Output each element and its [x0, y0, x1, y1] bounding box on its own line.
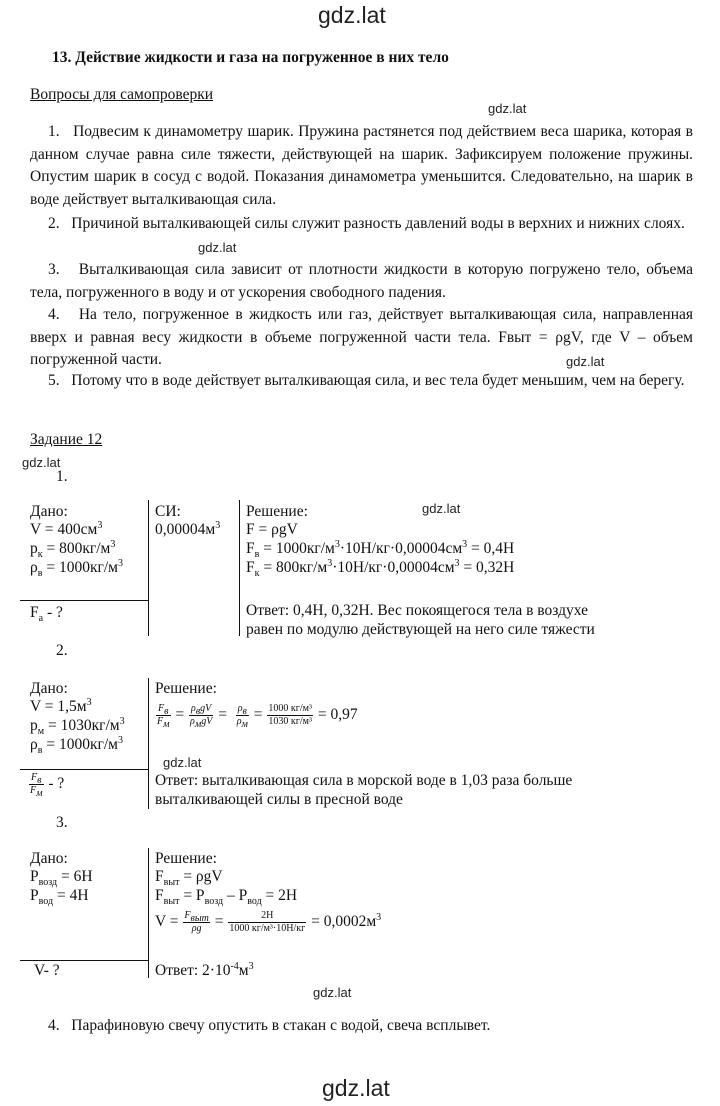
divider	[20, 960, 148, 961]
si-value: $0,00004м^3$	[155, 519, 221, 538]
task2-number: 2.	[56, 642, 68, 659]
given-weight-water: $P_{вод} = 4Н$	[30, 887, 89, 908]
solution-ratio: $\frac{F_в}{F_м}$ = $\frac{\rho_вgV}{\rho_мgV}$ = $\frac{\rho_в}{\rho_м}$ = $\frac{\text{1000 кг/м³}}{\text{1030 кг/м³}}$ = 0,97	[157, 703, 358, 730]
answer-1: 1. Подвесим к динамометру шарик. Пружина растянется под действием веса шарика, которая в данном случае равна силе тяжести, действующей на шарик. Зафиксируем положение пружины. Опустим шарик в сосуд с водой. Показания динамометра уменьшится. Следовательно, на шарик в воде действует выталкивающая сила.	[30, 123, 693, 208]
solution-volume: V = $\frac{F_{выт}}{\rho g}$ = $\frac{2Н}{\text{1000 кг/м³·10Н/кг}}$ = $0,0002м^3$	[155, 910, 382, 934]
divider	[20, 769, 148, 770]
watermark: gdz.lat	[22, 455, 61, 470]
given-volume: $V = 1,5м^3$	[30, 696, 92, 715]
answer-2: 2. Причиной выталкивающей силы служит разность давлений воды в верхних и нижних слоях.	[48, 215, 685, 232]
answer-4: 4. На тело, погруженное в жидкость или газ, действует выталкивающая сила, направленная вверх и равная весу жидкости в объеме погруженной части тела. Fвыт = ρgV, где V – объем погруженной части.	[30, 306, 693, 368]
task1-number: 1.	[56, 468, 68, 485]
divider	[148, 500, 149, 636]
given-label: Дано:	[30, 850, 68, 867]
task-heading: Задание 12	[30, 431, 103, 448]
divider	[239, 500, 240, 636]
given-label: Дано:	[30, 503, 68, 520]
given-density-water: $\rho_в = 1000кг/м^3$	[30, 557, 123, 580]
answer-5: 5. Потому что в воде действует выталкивающая сила, и вес тела будет меньшим, чем на берегу.	[48, 372, 685, 389]
given-density-sea: $p_м = 1030кг/м^3$	[30, 715, 125, 738]
watermark: gdz.lat	[313, 985, 352, 1000]
given-label: Дано:	[30, 680, 68, 697]
divider	[148, 678, 149, 809]
divider	[20, 600, 148, 601]
watermark: gdz.lat	[422, 501, 461, 516]
answer-line: выталкивающей силы в пресной воде	[155, 791, 403, 808]
solution-label: Решение:	[155, 680, 217, 697]
given-volume: $V = 400см^3$	[30, 519, 103, 538]
task3-number: 3.	[56, 814, 68, 831]
solution-label: Решение:	[246, 503, 308, 520]
answer-line: Ответ: выталкивающая сила в морской воде в 1,03 раза больше	[155, 772, 573, 789]
solution-fk: $F_к = 800кг/м^3\cdot 10Н/кг\cdot 0,00004см^3 = 0,32Н$	[246, 557, 515, 580]
watermark: gdz.lat	[566, 354, 605, 369]
answer-line: Ответ: $2\cdot 10^{-4}м^3$	[155, 960, 254, 979]
watermark: gdz.lat	[198, 240, 237, 255]
given-weight-air: $P_{возд} = 6Н$	[30, 868, 93, 889]
find: V- ?	[34, 962, 60, 979]
answer-line: Ответ: 0,4Н, 0,32Н. Вес покоящегося тела в воздухе	[246, 602, 588, 619]
task4: 4. Парафиновую свечу опустить в стакан с водой, свеча всплывет.	[48, 1017, 491, 1034]
divider	[148, 848, 149, 978]
section-title: 13. Действие жидкости и газа на погруженное в них тело	[52, 49, 449, 66]
answer-line: равен по модулю действующей на него силе тяжести	[246, 621, 595, 638]
solution-label: Решение:	[155, 850, 217, 867]
solution-formula: $F_{выт} = \rho gV$	[155, 868, 223, 889]
solution-fv: $F_в = 1000кг/м^3\cdot 10Н/кг\cdot 0,00004см^3 = 0,4Н$	[246, 538, 515, 561]
solution-formula: F = ρgV	[246, 521, 298, 538]
watermark: gdz.lat	[488, 101, 527, 116]
watermark-bottom: gdz.lat	[322, 1075, 390, 1101]
watermark: gdz.lat	[163, 755, 202, 770]
watermark-top: gdz.lat	[318, 2, 386, 28]
find: $\frac{F_в}{F_м}$ - ?	[30, 772, 65, 799]
find: $F_a$ - ?	[30, 604, 63, 625]
questions-heading: Вопросы для самопроверки	[30, 86, 214, 103]
given-density-body: $p_к = 800кг/м^3$	[30, 538, 116, 561]
solution-difference: $F_{выт} = P_{возд} - P_{вод} = 2Н$	[155, 887, 298, 908]
si-label: СИ:	[155, 503, 181, 520]
answer-3: 3. Выталкивающая сила зависит от плотности жидкости в которую погружено тело, объема тела, погруженного в воду и от ускорения свободного падения.	[30, 261, 693, 301]
given-density-water: $\rho_в = 1000кг/м^3$	[30, 734, 123, 757]
